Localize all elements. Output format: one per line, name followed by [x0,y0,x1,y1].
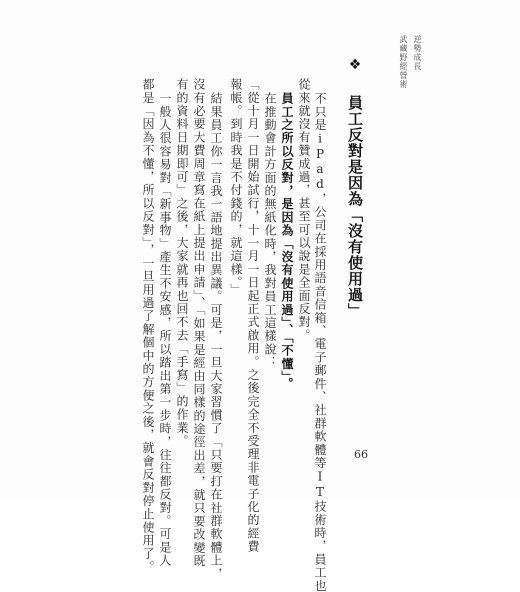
body-column-6: 報帳。到時我是不付錢的，就這樣。」 [229,78,243,297]
body-column-7: 結果員工你一言我一語地提出異議。可是，一旦大家習慣了「只要打在社群軟體上， [209,92,223,581]
body-column-10: 一般人很容易對「新事物」產生不安感，所以踏出第一步時，往往都反對。可是人 [158,92,172,568]
body-column-1: 不只是iPad，公司在採用語音信箱、電子郵件、社群軟體等IT技術時，員工也 [313,92,327,592]
body-column-4: 在推動會計方面的無紙化時，我對員工這樣說： [263,92,277,370]
running-header-subtitle [398,35,408,89]
body-column-8: 沒有必要大費周章寫在紙上提出申請」、「如果是經由同樣的途徑出差，就只要改變既 [192,78,206,568]
section-heading-text: 員工反對是因為「沒有使用過」 [346,95,364,319]
section-heading [346,57,364,319]
page-number: 66 [354,448,368,461]
body-column-5: 「從十月一日開始試行，十一月一日起正式啟用。之後完全不受理非電子化的經費 [246,78,260,554]
header-line-1: 逆勢成長 [413,35,422,71]
running-header-title [412,35,422,71]
body-column-2: 從來就沒有贊成過，甚至可以說是全面反對。 [297,78,311,342]
body-column-11: 都是「因為不懂，所以反對」，一旦用過了解個中的方便之後，就會反對停止使用了。 [141,78,155,574]
body-column-9: 有的資料日期即可」之後，大家就再也回不去「手寫」的作業。 [175,78,189,448]
header-line-2: 武藏野經營術 [399,35,408,89]
diamond-ornament-icon: ❖ [347,57,363,74]
body-column-3-emphasis: 員工之所以反對，是因為「沒有使用過」、「不懂」。 [280,92,294,391]
